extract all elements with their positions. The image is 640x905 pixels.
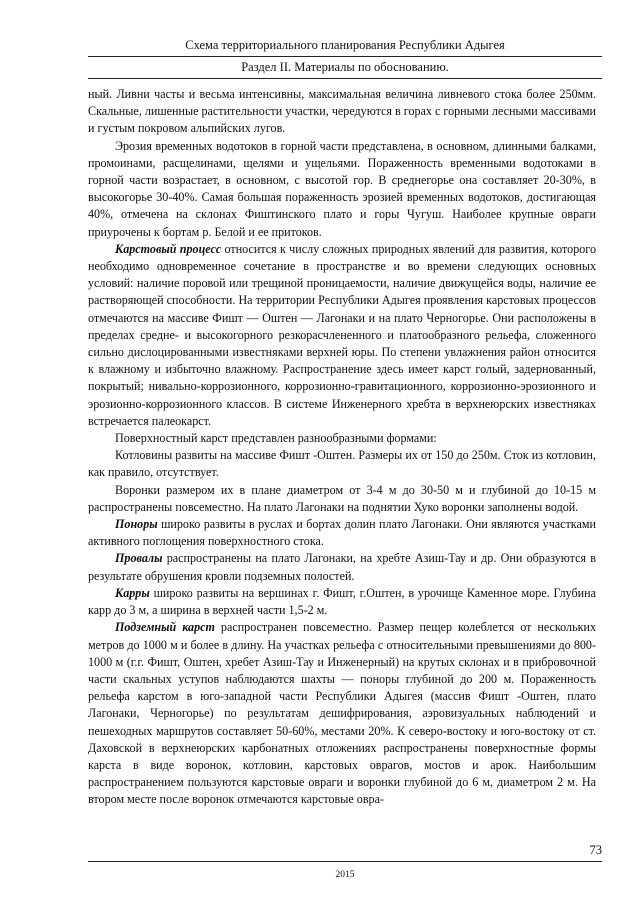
paragraph-collapses: Провалы распространены на плато Лагонаки, на хребте Азиш-Тау и др. Они образуются в результате обрушения кровли подземных полостей. (88, 551, 596, 583)
term-karst-process: Карстовый процесс (115, 241, 222, 256)
header-divider (88, 56, 602, 57)
page-number: 73 (589, 843, 602, 857)
paragraph-surface-karst: Поверхностный карст представлен разнообразными формами: (115, 431, 437, 446)
paragraph-erosion: Эрозия временных водотоков в горной части представлена, в основном, длинными балками, промоинами, расщелинами, щелями и ущельями. Пораженность временными водотоками в горной части возрастает, в основном, с высотой гор. В среднегорье она составляет 20-30%, в высокогорье 30-40%. Самая большая пораженность эрозией временных водотоков, достигающая 40%, отмечена на склонах Фиштинского плато и горы Чугуш. Наиболее крупные овраги приурочены к бортам р. Белой и ее притоков. (88, 138, 596, 239)
footer-year: 2015 (335, 870, 355, 880)
section-title: Раздел II. Материалы по обоснованию. (241, 60, 449, 74)
term-collapses: Провалы (115, 551, 163, 566)
term-karren: Карры (115, 585, 150, 600)
header-divider-bottom (88, 78, 602, 79)
paragraph-karst-process: Карстовый процесс относится к числу сложных природных явлений для развития, которого необходимо одновременное сочетание в пространстве и во времени следующих основных условий: наличие поровой или трещиной проницаемости, наличие движущейся воды, наличие ее растворяющей способности. На территории Республики Адыгея проявления карстовых процессов отмечаются на массиве Фишт — Оштен — Лагонаки и на плато Черногорье. Они расположены в пределах средне- и высокогорного резкорасчлененного и платообразного рельефа, сложенного сильно дислоцированными известняками верхней юры. По степени увлажнения район относится к влажному и избыточно влажному. Распространение здесь имеет карст голый, задернованный, покрытый; нивально-коррозионного, коррозионно-гравитационного, коррозионно-эрозионного и эрозионно-коррозионного классов. В системе Инженерного хребта в верхнеюрских известняках встречается палеокарст. (88, 241, 596, 428)
paragraph-basins: Котловины развиты на массиве Фишт -Оштен. Размеры их от 150 до 250м. Сток из котловин, как правило, отсутствует. (88, 448, 596, 480)
paragraph-sinkholes: Воронки размером их в плане диаметром от 3-4 м до 30-50 м и глубиной до 10-15 м распространены повсеместно. На плато Лагонаки на поднятии Хуко воронки заполнены водой. (88, 482, 596, 514)
page-header (88, 31, 602, 79)
paragraph-karren: Карры широко развиты на вершинах г. Фишт, г.Оштен, в урочище Каменное море. Глубина карр до 3 м, а ширина в верхней части 1,5-2 м. (88, 585, 596, 618)
page-body (88, 86, 596, 809)
paragraph-underground-karst: Подземный карст распространен повсеместно. Размер пещер колеблется от нескольких метров до 1000 м и более в длину. На участках рельефа с относительными превышениями до 800-1000 м (г.г. Фишт, Оштен, хребет Азиш-Тау и Инженерный) на крутых склонах и в прибровочной части скальных уступов наблюдаются шахты — поноры глубиной до 200 м. Пораженность рельефа карстом в юго-западной части Республики Адыгея (массив Фишт -Оштен, плато Лагонаки, Черногорье) по результатам дешифрирования, аэровизуальных наблюдений и пешеходных маршрутов составляет 50-60%, местами 20%. К северо-востоку и юго-востоку от ст. Даховской в верхнеюрских карбонатных отложениях распространены поверхностные формы карста в виде воронок, котловин, карстовых оврагов, мостов и арок. Наибольшим распространением пользуются карстовые овраги и воронки глубиной до 6 м, диаметром 2 м. На втором месте после воронок отмечаются карстовые овра- (88, 620, 596, 807)
paragraph-continuation: ный. Ливни часты и весьма интенсивны, максимальная величина ливневого стока более 250мм. Скальные, лишенные растительности участки, чередуются в горах с горными лесными массивами и густым покровом альпийских лугов. (88, 87, 596, 136)
term-underground-karst: Подземный карст (115, 620, 215, 635)
footer-divider (88, 861, 602, 862)
document-title: Схема территориального планирования Республики Адыгея (185, 38, 505, 52)
paragraph-ponors: Поноры широко развиты в руслах и бортах долин плато Лагонаки. Они являются участками активного поглощения поверхностного стока. (88, 517, 596, 549)
term-ponors: Поноры (115, 517, 158, 532)
page-footer (88, 843, 602, 880)
